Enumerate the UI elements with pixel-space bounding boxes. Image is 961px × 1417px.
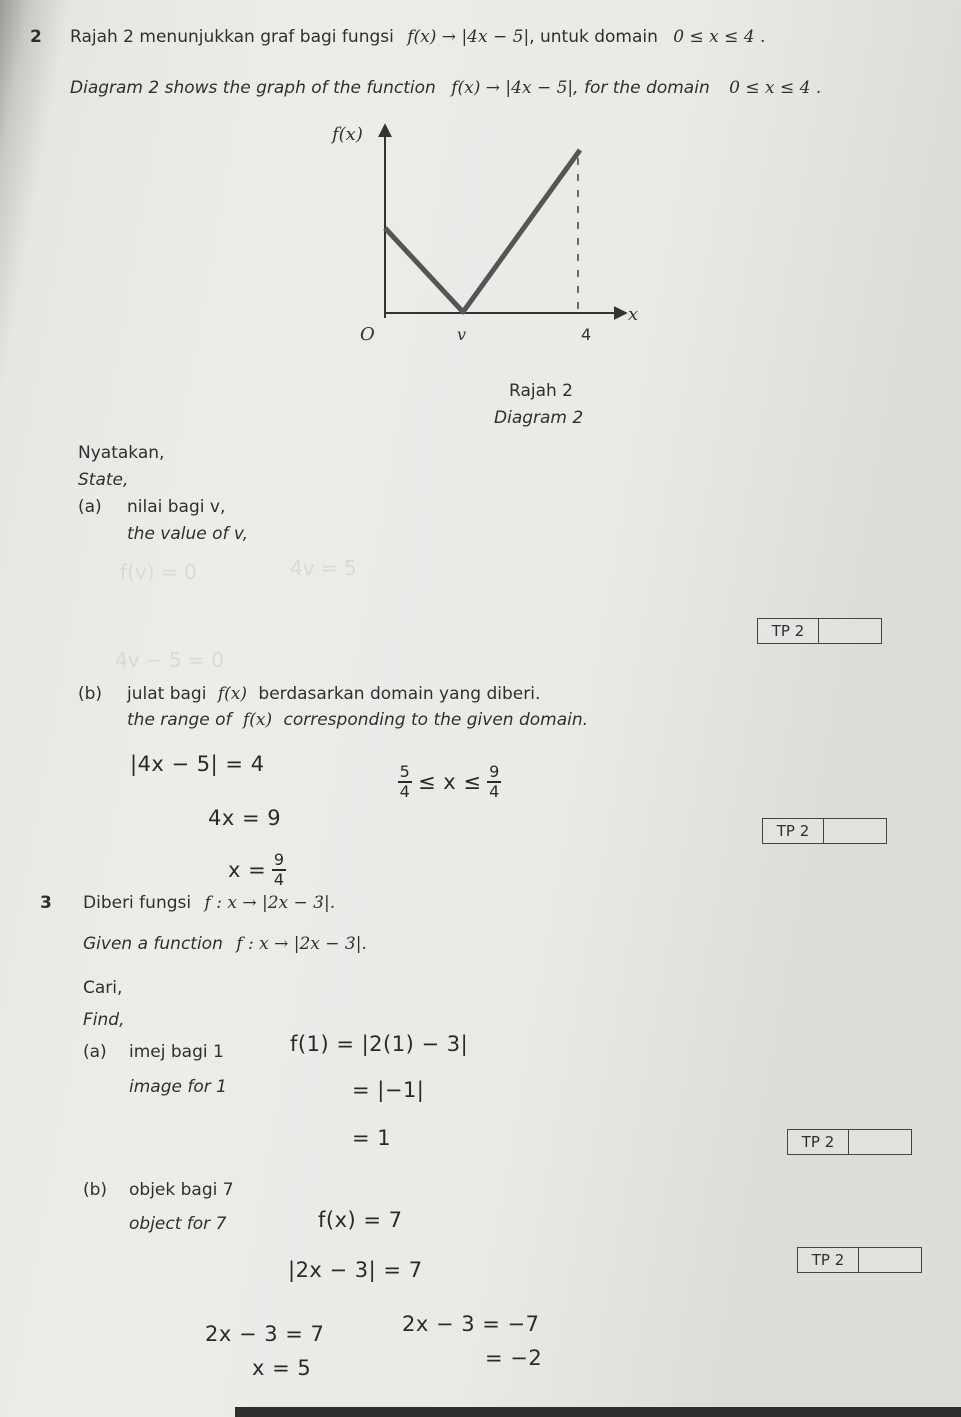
caption-diagram-2: Diagram 2 xyxy=(494,408,584,428)
q3-malay-statement xyxy=(83,893,335,913)
q2b-work-x-equals: x = xyxy=(228,858,267,882)
q2b-en-function: f(x) xyxy=(242,710,273,730)
q2b-label: (b) xyxy=(78,684,103,704)
state-english: State, xyxy=(78,470,129,490)
tp-score-box xyxy=(859,1248,921,1272)
q2-ms-text-b: , untuk domain xyxy=(529,27,658,47)
q2b-work-line-1: |4x − 5| = 4 xyxy=(130,752,265,776)
x-axis-label: x xyxy=(628,304,639,325)
q2-ms-function: f(x) → |4x − 5| xyxy=(407,27,530,47)
q3-function: f : x → |2x − 3|. xyxy=(204,893,336,913)
q2-english-statement xyxy=(70,78,821,98)
find-english: Find, xyxy=(83,1010,125,1030)
fraction-denominator: 4 xyxy=(273,870,285,889)
q3a-english: image for 1 xyxy=(129,1077,227,1097)
q2-en-text-b: , for the domain xyxy=(573,78,710,98)
tp-box-q3b xyxy=(797,1247,922,1273)
q3-en-function: f : x → |2x − 3|. xyxy=(236,934,367,954)
q2b-work-line-2: 4x = 9 xyxy=(208,806,282,830)
origin-label: O xyxy=(360,324,375,345)
graph-v-shape xyxy=(385,150,580,312)
q2-en-function: f(x) → |4x − 5| xyxy=(451,78,574,98)
tp-score-box xyxy=(824,819,886,843)
fraction-9-4-range xyxy=(487,764,501,800)
tp-label: TP 2 xyxy=(763,819,824,843)
q3a-malay: imej bagi 1 xyxy=(129,1042,224,1062)
q3b-label: (b) xyxy=(83,1180,108,1200)
range-left-denominator: 4 xyxy=(399,782,411,801)
q2b-function: f(x) xyxy=(217,684,247,704)
v-label: v xyxy=(457,325,467,344)
q2a-malay: nilai bagi v, xyxy=(127,497,226,517)
q2-ms-text: Rajah 2 menunjukkan graf bagi fungsi xyxy=(70,27,394,47)
tp-box-q2a xyxy=(757,618,882,644)
range-right-numerator: 9 xyxy=(489,762,500,781)
q3a-work-line-3: = 1 xyxy=(352,1126,392,1150)
q3b-english: object for 7 xyxy=(129,1214,227,1234)
caption-rajah-2: Rajah 2 xyxy=(509,381,573,401)
fraction-9-4 xyxy=(272,852,286,888)
fraction-numerator: 9 xyxy=(273,850,285,869)
q3b-work-case-2-answer: = −2 xyxy=(485,1346,543,1370)
question-2-number: 2 xyxy=(30,27,42,47)
q3b-work-line-2: |2x − 3| = 7 xyxy=(288,1258,423,1282)
q2b-ms-text-b: berdasarkan domain yang diberi. xyxy=(258,684,541,704)
q3-english-statement xyxy=(83,934,367,954)
q2b-malay xyxy=(127,684,540,704)
q2b-ms-text-a: julat bagi xyxy=(127,684,207,704)
state-malay: Nyatakan, xyxy=(78,443,165,463)
q2b-en-text-b: corresponding to the given domain. xyxy=(283,710,589,730)
q3a-work-line-2: = |−1| xyxy=(352,1078,425,1102)
q3b-work-case-1: 2x − 3 = 7 xyxy=(205,1322,325,1346)
range-left-numerator: 5 xyxy=(399,762,411,781)
q3-ms-text: Diberi fungsi xyxy=(83,893,192,913)
q3b-work-case-2: 2x − 3 = −7 xyxy=(402,1312,540,1336)
diagram-2-graph xyxy=(320,118,650,358)
faint-erased-work-2: 4v = 5 xyxy=(290,556,357,580)
tp-label: TP 2 xyxy=(798,1248,859,1272)
tp-box-q3a xyxy=(787,1129,912,1155)
q3a-label: (a) xyxy=(83,1042,107,1062)
faint-erased-work-3: 4v − 5 = 0 xyxy=(115,648,224,672)
q2-en-domain: 0 ≤ x ≤ 4 . xyxy=(729,78,822,98)
fraction-5-4 xyxy=(398,764,412,800)
x-tick-4-label: 4 xyxy=(581,325,592,344)
range-inequality: ≤ x ≤ xyxy=(418,770,482,794)
tp-box-q2b xyxy=(762,818,887,844)
q3b-work-line-1: f(x) = 7 xyxy=(318,1208,403,1232)
q2-en-text: Diagram 2 shows the graph of the function xyxy=(70,78,436,98)
q2a-label: (a) xyxy=(78,497,102,517)
tp-label: TP 2 xyxy=(758,619,819,643)
q2-malay-statement xyxy=(70,27,765,47)
tp-score-box xyxy=(819,619,881,643)
question-3-number: 3 xyxy=(40,893,52,913)
tp-score-box xyxy=(849,1130,911,1154)
range-right-denominator: 4 xyxy=(489,782,500,801)
q3a-work-line-1: f(1) = |2(1) − 3| xyxy=(290,1032,469,1056)
q2b-english xyxy=(127,710,588,730)
q2b-work-line-3 xyxy=(228,852,286,888)
q2b-range-answer xyxy=(398,764,501,800)
tp-label: TP 2 xyxy=(788,1130,849,1154)
q3b-work-case-1-answer: x = 5 xyxy=(252,1356,312,1380)
q3b-malay: objek bagi 7 xyxy=(129,1180,234,1200)
y-axis-label: f(x) xyxy=(332,124,363,145)
q3-en-text: Given a function xyxy=(83,934,223,954)
q2b-en-text-a: the range of xyxy=(127,710,232,730)
find-malay: Cari, xyxy=(83,978,123,998)
q2-ms-domain: 0 ≤ x ≤ 4 . xyxy=(673,27,766,47)
faint-erased-work-1: f(v) = 0 xyxy=(120,560,197,584)
bottom-edge-bar xyxy=(235,1407,961,1417)
q2a-english: the value of v, xyxy=(127,524,249,544)
